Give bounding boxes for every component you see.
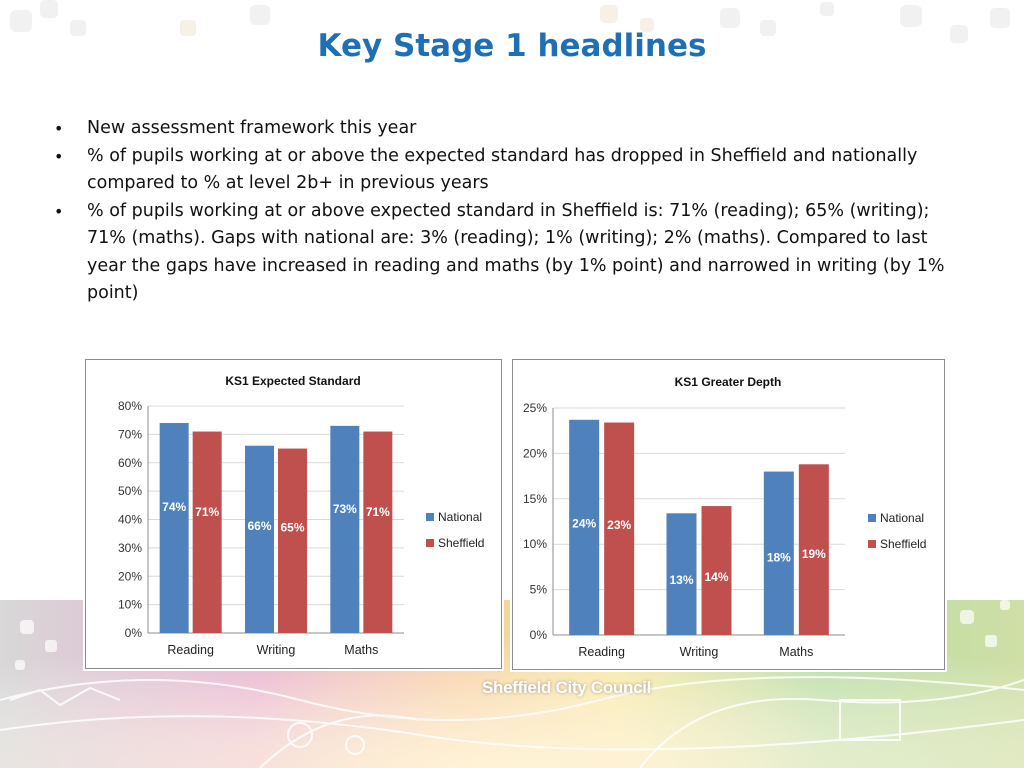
chart-title: KS1 Greater Depth: [674, 375, 782, 389]
data-label: 14%: [704, 569, 729, 584]
y-tick-label: 20%: [117, 569, 142, 584]
y-tick-label: 25%: [522, 401, 547, 415]
legend-label: Sheffield: [880, 537, 927, 551]
y-tick-label: 80%: [117, 399, 142, 413]
data-label: 66%: [247, 518, 272, 533]
council-logo-text: Sheffield City Council: [482, 678, 652, 697]
headline-bullets: [52, 115, 972, 308]
bullet-item: [52, 115, 972, 143]
legend-label: National: [438, 510, 483, 524]
bullet-text: New assessment framework this year: [87, 118, 417, 138]
chart-svg: [513, 360, 944, 669]
data-label: 13%: [669, 572, 694, 587]
ks1-greater-depth-chart: [512, 359, 945, 670]
y-tick-label: 20%: [522, 446, 547, 461]
bullet-text: % of pupils working at or above the expected standard has dropped in Sheffield and nationally compared to % at level 2b+ in previous years: [87, 145, 918, 193]
bullet-icon: •: [54, 119, 64, 138]
y-tick-label: 40%: [117, 512, 142, 527]
legend-label: National: [880, 511, 925, 525]
bullet-icon: •: [54, 146, 64, 166]
y-tick-label: 0%: [124, 626, 142, 640]
bullet-item: [52, 198, 972, 308]
x-category-label: Reading: [578, 645, 625, 659]
y-tick-label: 5%: [529, 582, 547, 597]
x-category-label: Writing: [679, 645, 719, 659]
data-label: 23%: [607, 517, 632, 532]
legend-swatch: [426, 513, 434, 521]
y-tick-label: 10%: [117, 597, 142, 612]
bar-sheffield-reading: [193, 432, 222, 633]
y-tick-label: 60%: [117, 455, 142, 470]
y-tick-label: 15%: [522, 491, 547, 506]
bar-national-reading: [160, 423, 189, 633]
data-label: 24%: [572, 516, 597, 531]
data-label: 71%: [365, 505, 390, 520]
bar-sheffield-maths: [363, 432, 392, 633]
legend-swatch: [868, 514, 876, 522]
data-label: 19%: [801, 547, 826, 562]
data-label: 18%: [766, 550, 791, 565]
legend-label: Sheffield: [438, 536, 485, 550]
y-tick-label: 50%: [117, 484, 142, 499]
x-category-label: Reading: [167, 643, 214, 657]
chart-svg: [86, 360, 501, 668]
y-tick-label: 0%: [529, 628, 547, 642]
bullet-item: [52, 143, 972, 198]
chart-title: KS1 Expected Standard: [225, 374, 361, 388]
bullet-icon: •: [54, 201, 64, 221]
legend-swatch: [426, 539, 434, 547]
legend-swatch: [868, 540, 876, 548]
bullet-text: % of pupils working at or above expected standard in Sheffield is: 71% (reading); 65% (writing); 71% (maths). Gaps with national are: 3% (reading); 1% (writing); 2% (maths). Compared to last year the gaps have increased in reading and maths (by 1% point) and narrowed in writing (by 1% point): [87, 200, 945, 303]
data-label: 71%: [195, 505, 220, 520]
data-label: 74%: [162, 500, 187, 515]
y-tick-label: 10%: [522, 537, 547, 552]
data-label: 65%: [280, 520, 305, 535]
x-category-label: Maths: [344, 643, 379, 657]
x-category-label: Maths: [779, 645, 814, 659]
x-category-label: Writing: [256, 643, 296, 657]
page-title: Key Stage 1 headlines: [317, 28, 707, 64]
data-label: 73%: [332, 501, 357, 516]
ks1-expected-standard-chart: [85, 359, 502, 669]
bar-national-writing: [245, 446, 274, 633]
y-tick-label: 30%: [117, 540, 142, 555]
bar-national-maths: [330, 426, 359, 633]
y-tick-label: 70%: [117, 427, 142, 442]
bar-sheffield-writing: [278, 449, 307, 633]
